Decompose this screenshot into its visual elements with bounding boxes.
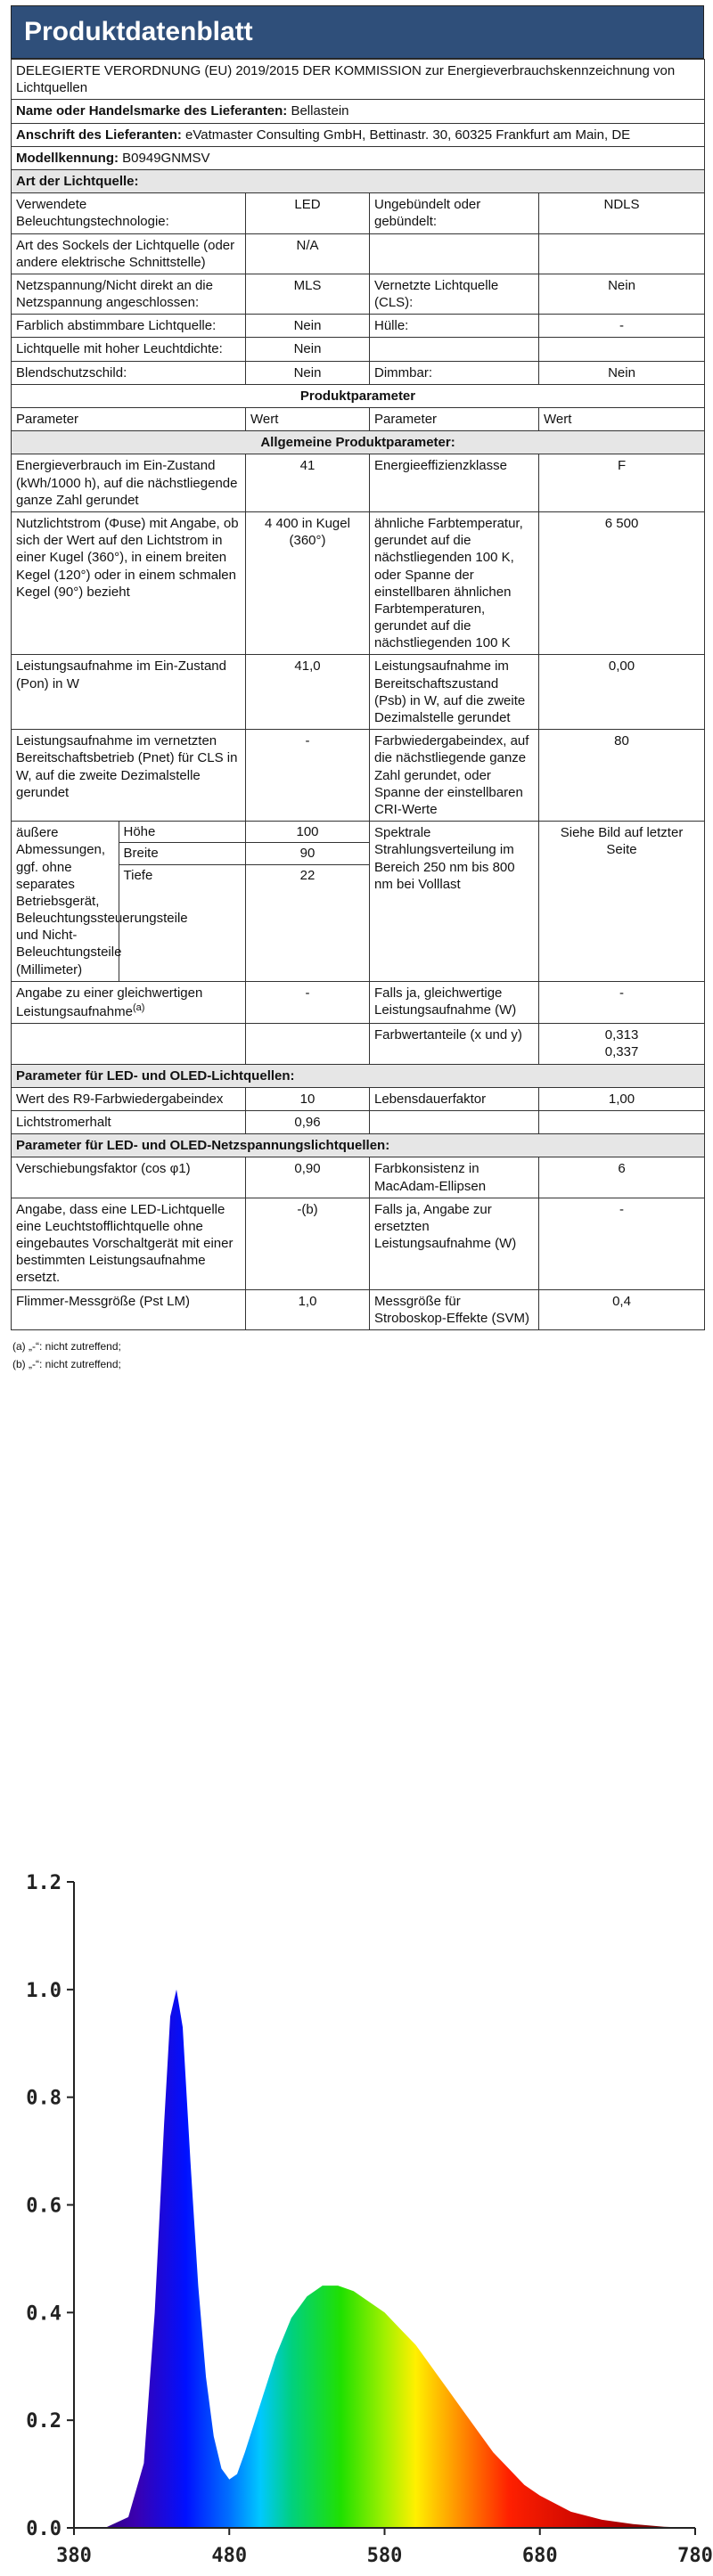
led-value-2: 1,00: [539, 1087, 705, 1110]
general-section-header: Allgemeine Produktparameter:: [12, 431, 705, 454]
address-label: Anschrift des Lieferanten:: [16, 127, 182, 143]
footnote-a: (a) „-“: nicht zutreffend;: [12, 1340, 121, 1353]
led-label: Lichtstromerhalt: [12, 1110, 246, 1133]
x-tick-label: 480: [211, 2545, 248, 2567]
general-label-2: Leistungsaufnahme im Bereitschaftszustand (Psb) in W, auf die zweite Dezimalstelle gerundet: [370, 655, 539, 730]
led-value-2: [539, 1110, 705, 1133]
mains-label: Verschiebungsfaktor (cos φ1): [12, 1157, 246, 1198]
general-row: [12, 454, 705, 512]
general-value-2: 6 500: [539, 511, 705, 655]
mains-value: 1,0: [246, 1289, 370, 1329]
address-row: [12, 123, 705, 146]
equiv-power-value: -: [539, 981, 705, 1023]
general-label: Nutzlichtstrom (Φuse) mit Angabe, ob sich der Wert auf den Lichtstrom in einer Kugel (360°), in einem breiten Kegel (120°) oder in einem schmalen Kegel (90°) bezieht: [12, 511, 246, 655]
dim-value-height: 100: [246, 822, 369, 843]
led-label: Wert des R9-Farbwiedergabeindex: [12, 1087, 246, 1110]
type-section-header: Art der Lichtquelle:: [12, 169, 705, 192]
general-label-2: Farbwiedergabeindex, auf die nächstliegende ganze Zahl gerundet, oder Spanne der einstellbaren CRI-Werte: [370, 730, 539, 822]
spectral-value: Siehe Bild auf letzter Seite: [539, 822, 705, 982]
led-label-2: [370, 1110, 539, 1133]
col-header-value-2: Wert: [539, 408, 705, 431]
general-label: Energieverbrauch im Ein-Zustand (kWh/1000 h), auf die nächstliegende ganze Zahl gerundet: [12, 454, 246, 512]
general-label-2: ähnliche Farbtemperatur, gerundet auf die nächstliegenden 100 K, oder Spanne der einstellbaren ähnlichen Farbtemperaturen, gerundet auf die nächstliegenden 100 K: [370, 511, 539, 655]
y-tick-label: 0.8: [26, 2087, 61, 2110]
general-value-2: 80: [539, 730, 705, 822]
regulation-text: DELEGIERTE VERORDNUNG (EU) 2019/2015 DER KOMMISSION zur Energieverbrauchskennzeichnung von Lichtquellen: [12, 60, 705, 100]
type-value: Nein: [246, 338, 370, 361]
y-tick-label: 0.6: [26, 2195, 61, 2218]
type-label: Netzspannung/Nicht direkt an die Netzspannung angeschlossen:: [12, 274, 246, 314]
product-datasheet: [11, 5, 704, 1374]
mains-row: [12, 1198, 705, 1289]
led-value: 10: [246, 1087, 370, 1110]
chroma-label: Farbwertanteile (x und y): [370, 1024, 539, 1064]
type-value-2: NDLS: [539, 193, 705, 233]
footnote-b: (b) „-“: nicht zutreffend;: [12, 1358, 121, 1371]
x-tick-label: 380: [56, 2545, 92, 2567]
mains-value-2: 6: [539, 1157, 705, 1198]
y-tick-label: 1.0: [26, 1979, 61, 2002]
mains-label-2: Messgröße für Stroboskop-Effekte (SVM): [370, 1289, 539, 1329]
equiv-label: [12, 981, 246, 1023]
equiv-label-text: Angabe zu einer gleichwertigen Leistungsaufnahme: [16, 985, 203, 1019]
general-value-2: 0,00: [539, 655, 705, 730]
chroma-x: 0,313: [604, 1027, 639, 1043]
dimensions-row: [12, 822, 705, 982]
equiv-power-label: Falls ja, gleichwertige Leistungsaufnahme (W): [370, 981, 539, 1023]
type-row: [12, 233, 705, 274]
mains-value-2: -: [539, 1198, 705, 1289]
type-value: LED: [246, 193, 370, 233]
type-row: [12, 274, 705, 314]
y-tick-label: 0.4: [26, 2302, 61, 2326]
type-row: [12, 193, 705, 233]
type-row: [12, 338, 705, 361]
type-value-2: Nein: [539, 361, 705, 384]
led-row: [12, 1087, 705, 1110]
general-value: 41,0: [246, 655, 370, 730]
dim-value-width: 90: [246, 843, 369, 864]
type-label-2: Vernetzte Lichtquelle (CLS):: [370, 274, 539, 314]
mains-row: [12, 1157, 705, 1198]
mains-label: Angabe, dass eine LED-Lichtquelle eine Leuchtstofflichtquelle ohne eingebautes Vorschaltgerät mit einer bestimmten Leistungsaufnahme ersetzt.: [12, 1198, 246, 1289]
general-row: [12, 511, 705, 655]
chroma-empty-1: [12, 1024, 246, 1064]
spectral-distribution-chart: [0, 1853, 713, 2576]
mains-section-header: Parameter für LED- und OLED-Netzspannungslichtquellen:: [12, 1134, 705, 1157]
led-label-2: Lebensdauerfaktor: [370, 1087, 539, 1110]
model-row: [12, 146, 705, 169]
type-label-2: Ungebündelt oder gebündelt:: [370, 193, 539, 233]
chroma-empty-2: [246, 1024, 370, 1064]
type-label-2: [370, 338, 539, 361]
dimensions-label: äußere Abmessungen, ggf. ohne separates Betriebsgerät, Beleuchtungssteuerungsteile und Nicht-Beleuchtungsteile (Millimeter): [12, 822, 119, 981]
y-tick-label: 0.2: [26, 2410, 61, 2433]
chroma-row: [12, 1024, 705, 1064]
type-label: Lichtquelle mit hoher Leuchtdichte:: [12, 338, 246, 361]
general-value-2: F: [539, 454, 705, 512]
supplier-label: Name oder Handelsmarke des Lieferanten:: [16, 103, 288, 119]
dim-name-height: Höhe: [119, 822, 246, 843]
led-row: [12, 1110, 705, 1133]
model-id: B0949GNMSV: [122, 150, 210, 166]
type-label-2: [370, 233, 539, 274]
type-label: Verwendete Beleuchtungstechnologie:: [12, 193, 246, 233]
dimensions-cell: [12, 822, 246, 982]
dimensions-values: [246, 822, 370, 982]
mains-value: 0,90: [246, 1157, 370, 1198]
general-value: 4 400 in Kugel (360°): [246, 511, 370, 655]
supplier-address: eVatmaster Consulting GmbH, Bettinastr. 30, 60325 Frankfurt am Main, DE: [185, 127, 631, 143]
supplier-name: Bellastein: [291, 103, 349, 119]
type-label: Art des Sockels der Lichtquelle (oder andere elektrische Schnittstelle): [12, 233, 246, 274]
type-label: Blendschutzschild:: [12, 361, 246, 384]
type-label-2: Hülle:: [370, 315, 539, 338]
type-value: Nein: [246, 361, 370, 384]
mains-label: Flimmer-Messgröße (Pst LM): [12, 1289, 246, 1329]
type-value: Nein: [246, 315, 370, 338]
type-value-2: [539, 233, 705, 274]
col-header-param: Parameter: [12, 408, 246, 431]
mains-value-2: 0,4: [539, 1289, 705, 1329]
general-label-2: Energieeffizienzklasse: [370, 454, 539, 512]
col-header-param-2: Parameter: [370, 408, 539, 431]
general-row: [12, 730, 705, 822]
general-value: 41: [246, 454, 370, 512]
datasheet-table: [11, 59, 705, 1330]
spectral-label: Spektrale Strahlungsverteilung im Bereich 250 nm bis 800 nm bei Volllast: [370, 822, 539, 982]
equiv-footnote-mark: (a): [132, 1002, 145, 1013]
led-value: 0,96: [246, 1110, 370, 1133]
type-row: [12, 315, 705, 338]
mains-label-2: Falls ja, Angabe zur ersetzten Leistungsaufnahme (W): [370, 1198, 539, 1289]
datasheet-title: Produktdatenblatt: [11, 5, 704, 59]
type-value-2: Nein: [539, 274, 705, 314]
chroma-y: 0,337: [604, 1044, 639, 1060]
type-value-2: -: [539, 315, 705, 338]
equiv-value: -: [246, 981, 370, 1023]
mains-label-2: Farbkonsistenz in MacAdam-Ellipsen: [370, 1157, 539, 1198]
y-tick-label: 1.2: [26, 1872, 61, 1894]
x-tick-label: 780: [677, 2545, 713, 2567]
product-params-header: Produktparameter: [12, 384, 705, 407]
led-section-header: Parameter für LED- und OLED-Lichtquellen:: [12, 1064, 705, 1087]
mains-row: [12, 1289, 705, 1329]
type-label: Farblich abstimmbare Lichtquelle:: [12, 315, 246, 338]
general-label: Leistungsaufnahme im Ein-Zustand (Pon) in W: [12, 655, 246, 730]
supplier-row: [12, 100, 705, 123]
general-value: -: [246, 730, 370, 822]
type-value-2: [539, 338, 705, 361]
chroma-values: [539, 1024, 705, 1064]
y-tick-label: 0.0: [26, 2518, 61, 2540]
type-value: N/A: [246, 233, 370, 274]
equiv-row: [12, 981, 705, 1023]
footnotes: [11, 1330, 704, 1374]
type-label-2: Dimmbar:: [370, 361, 539, 384]
general-label: Leistungsaufnahme im vernetzten Bereitschaftsbetrieb (Pnet) für CLS in W, auf die zweite Dezimalstelle gerundet: [12, 730, 246, 822]
x-tick-label: 580: [366, 2545, 403, 2567]
dim-value-depth: 22: [299, 867, 316, 883]
type-row: [12, 361, 705, 384]
col-header-value: Wert: [246, 408, 370, 431]
model-label: Modellkennung:: [16, 150, 119, 166]
dim-name-width: Breite: [119, 843, 246, 864]
mains-value: -(b): [246, 1198, 370, 1289]
dim-name-depth: Tiefe: [123, 867, 153, 883]
general-row: [12, 655, 705, 730]
type-value: MLS: [246, 274, 370, 314]
x-tick-label: 680: [521, 2545, 558, 2567]
